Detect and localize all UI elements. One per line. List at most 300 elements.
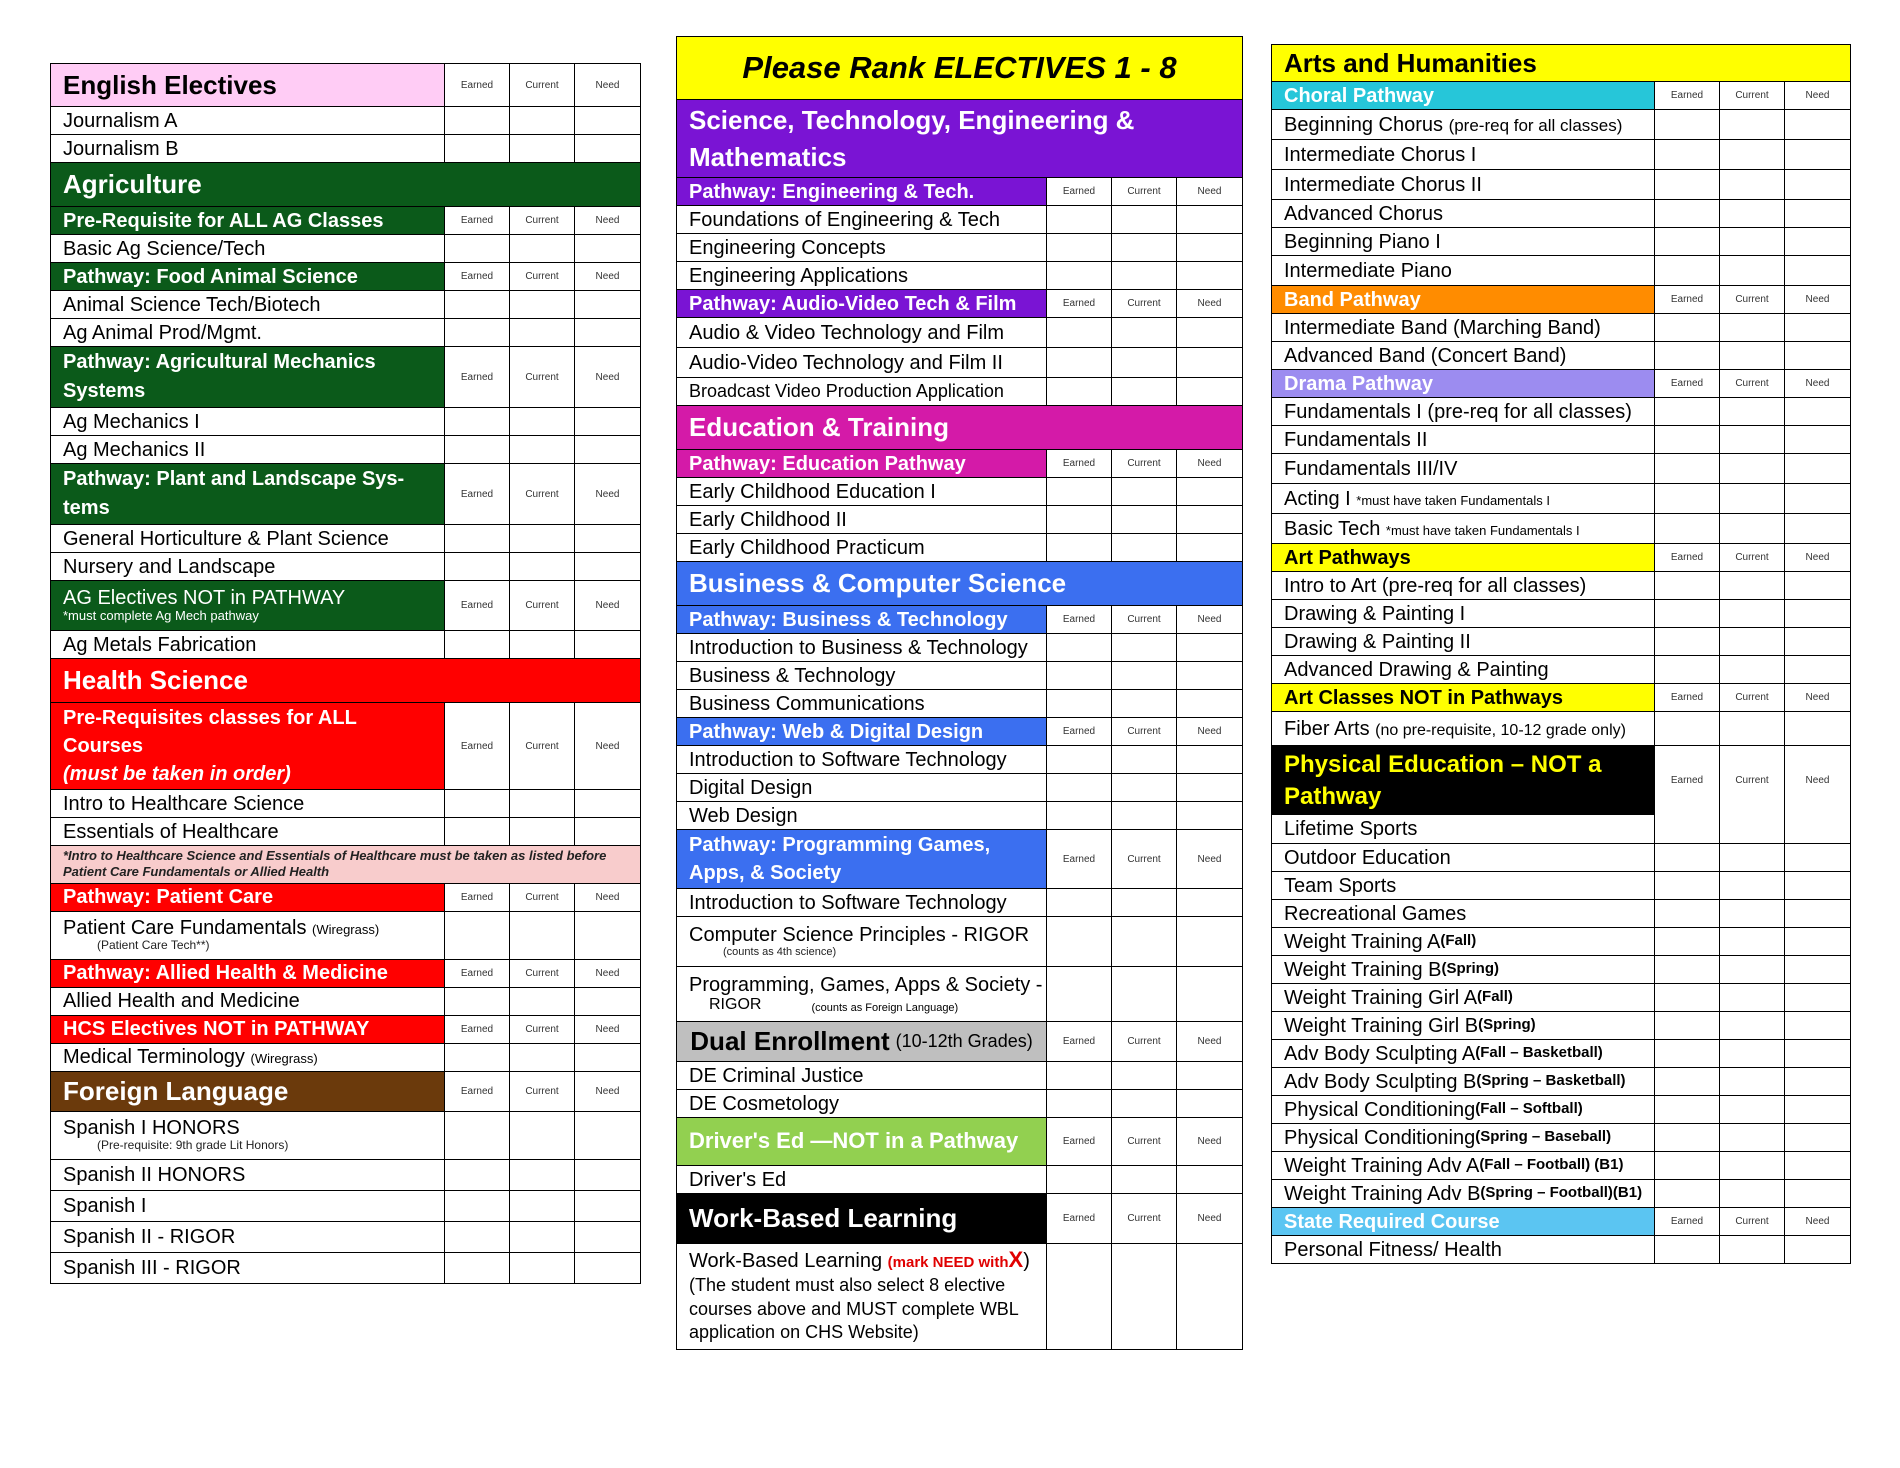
current-cell[interactable] [1720, 628, 1785, 655]
current-cell[interactable] [1720, 1124, 1785, 1151]
need-cell[interactable] [1785, 314, 1850, 341]
need-cell[interactable] [575, 1160, 640, 1190]
col-current: Current [510, 64, 575, 106]
current-cell[interactable] [510, 1112, 575, 1159]
col-need: Need [595, 1023, 620, 1035]
pathway-label: Pre-Requisites classes for ALL Courses [63, 707, 357, 757]
current-cell[interactable] [1720, 228, 1785, 255]
current-cell[interactable] [1112, 802, 1177, 829]
earned-cell[interactable] [1655, 900, 1720, 927]
earned-cell[interactable] [1655, 140, 1720, 169]
earned-cell[interactable] [1655, 1236, 1720, 1263]
current-cell[interactable] [510, 790, 575, 817]
earned-cell[interactable] [1655, 656, 1720, 683]
earned-cell[interactable] [1047, 318, 1112, 347]
current-cell[interactable] [1112, 690, 1177, 717]
earned-cell[interactable] [1655, 815, 1720, 843]
earned-cell[interactable] [1655, 200, 1720, 227]
pe-course-list [1272, 815, 1850, 1207]
earned-cell[interactable] [1047, 889, 1112, 916]
course-row [677, 966, 1242, 1021]
need-cell[interactable] [575, 1112, 640, 1159]
need-cell[interactable] [1785, 872, 1850, 899]
need-cell[interactable] [1785, 426, 1850, 453]
course-name: Advanced Band (Concert Band) [1272, 342, 1655, 369]
earned-cell[interactable] [1655, 514, 1720, 543]
current-cell[interactable] [1720, 815, 1785, 843]
earned-cell[interactable] [1047, 506, 1112, 533]
earned-cell[interactable] [1047, 746, 1112, 773]
earned-cell[interactable] [1655, 1012, 1720, 1039]
earned-cell[interactable] [1047, 1062, 1112, 1089]
earned-cell[interactable] [1655, 844, 1720, 871]
earned-cell[interactable] [445, 525, 510, 552]
current-cell[interactable] [1720, 1236, 1785, 1263]
current-cell[interactable] [1720, 600, 1785, 627]
earned-cell[interactable] [1655, 342, 1720, 369]
need-cell[interactable] [1177, 262, 1242, 289]
need-cell[interactable] [575, 291, 640, 318]
earned-cell[interactable] [445, 818, 510, 845]
col-current: Current [1720, 1208, 1785, 1235]
need-cell[interactable] [1177, 634, 1242, 661]
english-header-row [51, 64, 640, 106]
current-cell[interactable] [510, 319, 575, 346]
need-cell[interactable] [1785, 900, 1850, 927]
current-cell[interactable] [510, 631, 575, 658]
earned-cell[interactable] [445, 1191, 510, 1221]
current-cell[interactable] [510, 988, 575, 1015]
earned-cell[interactable] [1655, 984, 1720, 1011]
col-earned: Earned [445, 1016, 510, 1043]
current-cell[interactable] [1720, 314, 1785, 341]
current-cell[interactable] [1112, 889, 1177, 916]
earned-cell[interactable] [1047, 690, 1112, 717]
need-cell[interactable] [575, 319, 640, 346]
pathway-row [51, 262, 640, 290]
col-need: Need [595, 271, 620, 282]
need-cell[interactable] [575, 408, 640, 435]
earned-cell[interactable] [1047, 1166, 1112, 1193]
course-name: Medical Terminology [63, 1046, 245, 1068]
need-cell[interactable] [1785, 928, 1850, 955]
need-cell[interactable] [1785, 956, 1850, 983]
col-need: Need [1805, 294, 1830, 305]
current-cell[interactable] [1720, 900, 1785, 927]
need-cell[interactable] [1785, 1068, 1850, 1095]
course-row [1272, 1039, 1850, 1067]
earned-cell[interactable] [1655, 1068, 1720, 1095]
current-cell[interactable] [1112, 967, 1177, 1021]
current-cell[interactable] [1720, 110, 1785, 139]
need-cell[interactable] [1785, 514, 1850, 543]
need-cell[interactable] [1177, 967, 1242, 1021]
col-earned: Earned [445, 347, 510, 407]
dual-title-note: (10-12th Grades) [895, 1030, 1033, 1051]
need-cell[interactable] [575, 107, 640, 134]
need-cell[interactable] [575, 235, 640, 262]
current-cell[interactable] [1112, 206, 1177, 233]
need-cell[interactable] [1785, 1040, 1850, 1067]
course-row [1272, 815, 1850, 843]
course-note: (Fall) [1440, 932, 1477, 950]
course-name: Advanced Drawing & Painting [1272, 656, 1655, 683]
col-need: Need [1197, 458, 1222, 469]
earned-cell[interactable] [1655, 712, 1720, 745]
current-cell[interactable] [510, 235, 575, 262]
course-row [677, 916, 1242, 966]
pathway-row [677, 177, 1242, 205]
need-cell[interactable] [575, 1253, 640, 1283]
current-cell[interactable] [510, 1044, 575, 1071]
course-row [677, 317, 1242, 347]
current-cell[interactable] [1720, 984, 1785, 1011]
course-row [677, 689, 1242, 717]
need-cell[interactable] [1785, 1096, 1850, 1123]
current-cell[interactable] [1112, 262, 1177, 289]
current-cell[interactable] [1720, 398, 1785, 425]
current-cell[interactable] [1720, 200, 1785, 227]
need-cell[interactable] [1177, 506, 1242, 533]
earned-cell[interactable] [1047, 478, 1112, 505]
need-cell[interactable] [575, 525, 640, 552]
course-row [677, 633, 1242, 661]
earned-cell[interactable] [445, 988, 510, 1015]
current-cell[interactable] [1720, 956, 1785, 983]
current-cell[interactable] [1112, 746, 1177, 773]
course-row [1272, 227, 1850, 255]
current-cell[interactable] [1720, 1040, 1785, 1067]
earned-cell[interactable] [445, 235, 510, 262]
current-cell[interactable] [1720, 256, 1785, 285]
earned-cell[interactable] [1047, 234, 1112, 261]
course-note: (Wiregrass) [312, 922, 380, 938]
earned-cell[interactable] [1047, 802, 1112, 829]
current-cell[interactable] [1112, 348, 1177, 377]
health-note: *Intro to Healthcare Science and Essentials of Healthcare must be taken as listed before Patient Care Fundamentals or Allied Health [51, 845, 640, 883]
need-cell[interactable] [1785, 815, 1850, 843]
earned-cell[interactable] [1655, 928, 1720, 955]
need-cell[interactable] [1785, 170, 1850, 199]
current-cell[interactable] [1720, 1180, 1785, 1207]
need-cell[interactable] [1785, 656, 1850, 683]
earned-cell[interactable] [1655, 600, 1720, 627]
course-row [51, 817, 640, 845]
current-cell[interactable] [1720, 572, 1785, 599]
course-name: Physical Conditioning [1284, 1098, 1476, 1121]
health-title: Health Science [51, 658, 640, 702]
earned-cell[interactable] [445, 408, 510, 435]
earned-cell[interactable] [1047, 534, 1112, 561]
need-cell[interactable] [1785, 228, 1850, 255]
current-cell[interactable] [510, 135, 575, 162]
earned-cell[interactable] [1655, 454, 1720, 483]
earned-cell[interactable] [1655, 110, 1720, 139]
current-cell[interactable] [510, 1253, 575, 1283]
earned-cell[interactable] [1655, 1124, 1720, 1151]
need-cell[interactable] [1785, 1180, 1850, 1207]
need-cell[interactable] [575, 912, 640, 959]
earned-cell[interactable] [1655, 1096, 1720, 1123]
current-cell[interactable] [1112, 234, 1177, 261]
need-cell[interactable] [1177, 1062, 1242, 1089]
current-cell[interactable] [1112, 534, 1177, 561]
need-cell[interactable] [1177, 917, 1242, 966]
course-row [677, 773, 1242, 801]
need-cell[interactable] [1177, 534, 1242, 561]
rank-title: Please Rank ELECTIVES 1 - 8 [677, 37, 1242, 99]
earned-cell[interactable] [1655, 956, 1720, 983]
need-cell[interactable] [1785, 140, 1850, 169]
course-row [51, 630, 640, 658]
need-cell[interactable] [575, 553, 640, 580]
current-cell[interactable] [1720, 454, 1785, 483]
earned-cell[interactable] [1047, 262, 1112, 289]
pathway-label: Art Classes NOT in Pathways [1272, 684, 1655, 711]
earned-cell[interactable] [445, 1253, 510, 1283]
need-cell[interactable] [575, 135, 640, 162]
earned-cell[interactable] [1047, 1244, 1112, 1349]
need-cell[interactable] [1177, 746, 1242, 773]
earned-cell[interactable] [445, 107, 510, 134]
need-cell[interactable] [1785, 256, 1850, 285]
need-cell[interactable] [1177, 889, 1242, 916]
need-cell[interactable] [1785, 110, 1850, 139]
earned-cell[interactable] [1047, 774, 1112, 801]
earned-cell[interactable] [445, 631, 510, 658]
need-cell[interactable] [575, 1044, 640, 1071]
col-earned: Earned [445, 884, 510, 911]
pathway-label-em: (must be taken in order) [63, 763, 291, 785]
current-cell[interactable] [1112, 478, 1177, 505]
course-row [677, 888, 1242, 916]
need-cell[interactable] [1785, 572, 1850, 599]
earned-cell[interactable] [1655, 572, 1720, 599]
col-need: Need [1805, 1216, 1830, 1227]
current-cell[interactable] [1112, 378, 1177, 405]
earned-cell[interactable] [445, 1160, 510, 1190]
need-cell[interactable] [575, 790, 640, 817]
current-cell[interactable] [1720, 844, 1785, 871]
current-cell[interactable] [1720, 656, 1785, 683]
current-cell[interactable] [1720, 484, 1785, 513]
earned-cell[interactable] [445, 436, 510, 463]
current-cell[interactable] [1112, 634, 1177, 661]
current-cell[interactable] [510, 1160, 575, 1190]
col-earned: Earned [1047, 450, 1112, 477]
course-name: Introduction to Software Technology [677, 746, 1047, 773]
col-current: Current [1112, 606, 1177, 633]
course-name: Weight Training B [1284, 958, 1442, 981]
current-cell[interactable] [1112, 917, 1177, 966]
current-cell[interactable] [1720, 140, 1785, 169]
course-row [1272, 453, 1850, 483]
earned-cell[interactable] [1655, 872, 1720, 899]
current-cell[interactable] [510, 408, 575, 435]
current-cell[interactable] [1112, 506, 1177, 533]
need-cell[interactable] [575, 818, 640, 845]
earned-cell[interactable] [1047, 917, 1112, 966]
need-cell[interactable] [1785, 1012, 1850, 1039]
earned-cell[interactable] [1655, 398, 1720, 425]
need-cell[interactable] [1785, 628, 1850, 655]
need-cell[interactable] [1177, 206, 1242, 233]
earned-cell[interactable] [445, 1222, 510, 1252]
current-cell[interactable] [1720, 514, 1785, 543]
earned-cell[interactable] [1655, 228, 1720, 255]
current-cell[interactable] [510, 553, 575, 580]
earned-cell[interactable] [1047, 206, 1112, 233]
earned-cell[interactable] [445, 1044, 510, 1071]
course-name: Patient Care Fundamentals [63, 917, 307, 940]
col-earned: Earned [445, 1072, 510, 1111]
need-cell[interactable] [1785, 1152, 1850, 1179]
course-name: Ag Mechanics II [51, 436, 445, 463]
current-cell[interactable] [1720, 342, 1785, 369]
current-cell[interactable] [1720, 712, 1785, 745]
need-cell[interactable] [1177, 1166, 1242, 1193]
earned-cell[interactable] [445, 135, 510, 162]
course-sub: (counts as Foreign Language) [811, 1001, 959, 1014]
current-cell[interactable] [1720, 872, 1785, 899]
need-cell[interactable] [1785, 984, 1850, 1011]
course-name: Beginning Chorus [1284, 113, 1443, 136]
current-cell[interactable] [1112, 662, 1177, 689]
course-name: Audio-Video Technology and Film II [677, 348, 1047, 377]
wbl-title: Work-Based Learning [677, 1194, 1047, 1243]
pathway-label: Pathway: Food Animal Science [51, 263, 445, 290]
need-cell[interactable] [1785, 454, 1850, 483]
current-cell[interactable] [1112, 1062, 1177, 1089]
need-cell[interactable] [1177, 802, 1242, 829]
course-name: Ag Animal Prod/Mgmt. [51, 319, 445, 346]
course-name: DE Cosmetology [677, 1090, 1047, 1117]
current-cell[interactable] [510, 107, 575, 134]
course-name: Basic Tech [1284, 517, 1381, 540]
earned-cell[interactable] [445, 790, 510, 817]
need-cell[interactable] [1177, 1090, 1242, 1117]
earned-cell[interactable] [1655, 1152, 1720, 1179]
earned-cell[interactable] [1655, 1040, 1720, 1067]
earned-cell[interactable] [1655, 314, 1720, 341]
need-cell[interactable] [1785, 398, 1850, 425]
need-cell[interactable] [575, 631, 640, 658]
need-cell[interactable] [1177, 234, 1242, 261]
earned-cell[interactable] [1655, 426, 1720, 453]
current-cell[interactable] [510, 818, 575, 845]
col-need: Need [1197, 853, 1222, 865]
col-current: Current [1112, 718, 1177, 745]
need-cell[interactable] [1785, 342, 1850, 369]
need-cell[interactable] [1177, 348, 1242, 377]
need-cell[interactable] [1177, 318, 1242, 347]
earned-cell[interactable] [1655, 170, 1720, 199]
need-cell[interactable] [1177, 662, 1242, 689]
earned-cell[interactable] [445, 319, 510, 346]
current-cell[interactable] [1112, 318, 1177, 347]
current-cell[interactable] [1720, 1096, 1785, 1123]
middle-column [676, 36, 1243, 1350]
need-cell[interactable] [1177, 478, 1242, 505]
need-cell[interactable] [1177, 690, 1242, 717]
col-current: Current [1720, 544, 1785, 571]
current-cell[interactable] [1720, 1068, 1785, 1095]
course-row [677, 505, 1242, 533]
need-cell[interactable] [1785, 712, 1850, 745]
course-row [1272, 199, 1850, 227]
current-cell[interactable] [1112, 1244, 1177, 1349]
need-cell[interactable] [575, 1222, 640, 1252]
current-cell[interactable] [510, 1191, 575, 1221]
need-cell[interactable] [1177, 774, 1242, 801]
current-cell[interactable] [510, 436, 575, 463]
need-cell[interactable] [1785, 1236, 1850, 1263]
need-cell[interactable] [1177, 1244, 1242, 1349]
course-row [1272, 109, 1850, 139]
need-cell[interactable] [575, 988, 640, 1015]
current-cell[interactable] [1112, 774, 1177, 801]
current-cell[interactable] [1720, 928, 1785, 955]
earned-cell[interactable] [1047, 662, 1112, 689]
current-cell[interactable] [1112, 1090, 1177, 1117]
earned-cell[interactable] [1655, 628, 1720, 655]
current-cell[interactable] [510, 1222, 575, 1252]
earned-cell[interactable] [1047, 1090, 1112, 1117]
earned-cell[interactable] [1655, 256, 1720, 285]
earned-cell[interactable] [1047, 378, 1112, 405]
earned-cell[interactable] [445, 912, 510, 959]
current-cell[interactable] [510, 912, 575, 959]
course-name: Intermediate Piano [1272, 256, 1655, 285]
need-cell[interactable] [575, 1191, 640, 1221]
course-row [51, 911, 640, 959]
current-cell[interactable] [510, 525, 575, 552]
pathway-row [677, 605, 1242, 633]
earned-cell[interactable] [445, 553, 510, 580]
earned-cell[interactable] [1047, 348, 1112, 377]
current-cell[interactable] [1720, 1152, 1785, 1179]
earned-cell[interactable] [1655, 1180, 1720, 1207]
col-need: Need [595, 1085, 620, 1097]
earned-cell[interactable] [1047, 634, 1112, 661]
need-cell[interactable] [1177, 378, 1242, 405]
earned-cell[interactable] [1655, 484, 1720, 513]
pathway-row [677, 289, 1242, 317]
course-name: Journalism A [51, 107, 445, 134]
drivers-header-row [677, 1117, 1242, 1165]
current-cell[interactable] [1720, 1012, 1785, 1039]
current-cell[interactable] [510, 291, 575, 318]
earned-cell[interactable] [445, 1112, 510, 1159]
current-cell[interactable] [1720, 170, 1785, 199]
course-row [677, 1243, 1242, 1349]
earned-cell[interactable] [445, 291, 510, 318]
need-cell[interactable] [575, 436, 640, 463]
current-cell[interactable] [1720, 426, 1785, 453]
need-cell[interactable] [1785, 844, 1850, 871]
col-current: Current [1112, 1118, 1177, 1165]
need-cell[interactable] [1785, 1124, 1850, 1151]
need-cell[interactable] [1785, 484, 1850, 513]
current-cell[interactable] [1112, 1166, 1177, 1193]
earned-cell[interactable] [1047, 967, 1112, 1021]
course-name: Spanish I HONORS [63, 1117, 240, 1140]
need-cell[interactable] [1785, 600, 1850, 627]
need-cell[interactable] [1785, 200, 1850, 227]
col-earned: Earned [445, 207, 510, 234]
col-earned: Earned [1047, 830, 1112, 888]
col-need: Need [1805, 552, 1830, 563]
